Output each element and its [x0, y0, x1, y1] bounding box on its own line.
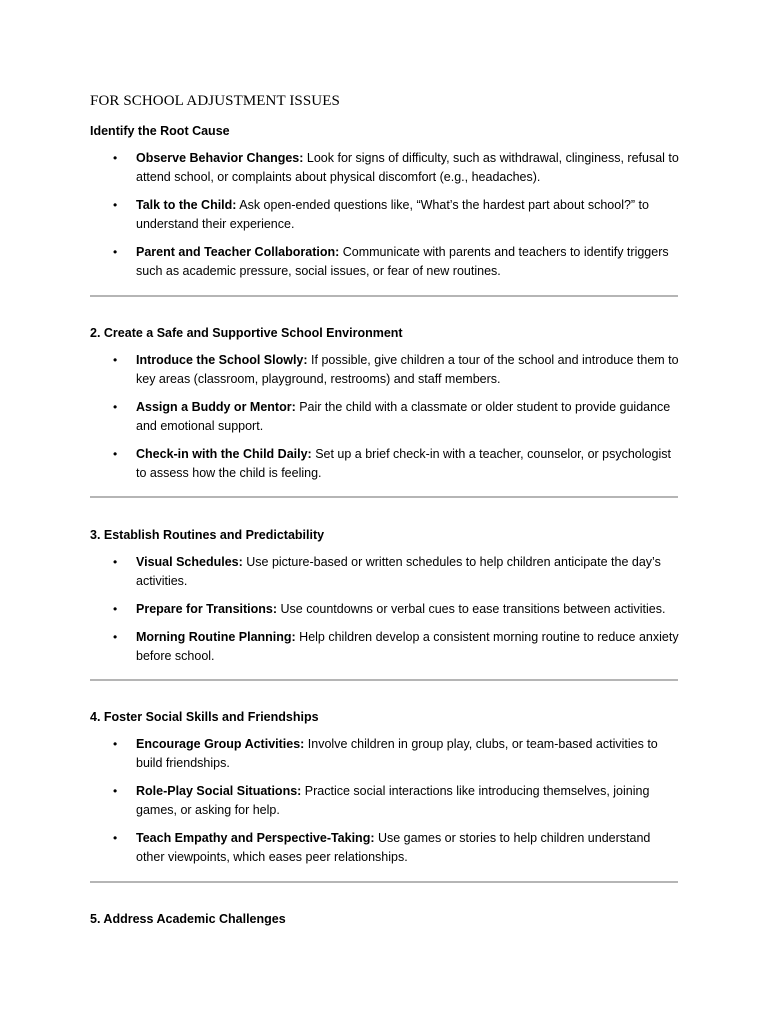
bullet-icon: • — [113, 400, 118, 414]
section-safe-environment — [90, 324, 680, 483]
bullet-icon: • — [113, 737, 118, 751]
section-divider — [90, 295, 678, 297]
section-divider — [90, 881, 678, 883]
section-heading: 4. Foster Social Skills and Friendships — [90, 710, 319, 724]
item-label: Introduce the School Slowly: — [136, 353, 308, 367]
item-text: Ask open-ended questions like, “What’s the hardest part about school?” to understand their experience. — [136, 198, 649, 231]
section-heading: 2. Create a Safe and Supportive School Environment — [90, 326, 403, 340]
bullet-icon: • — [113, 602, 118, 616]
document-title: FOR SCHOOL ADJUSTMENT ISSUES — [90, 93, 340, 109]
list-item — [90, 735, 680, 773]
item-text: Use picture-based or written schedules to help children anticipate the day’s activities. — [136, 555, 661, 588]
bullet-icon: • — [113, 784, 118, 798]
section-routines — [90, 526, 680, 666]
item-label: Observe Behavior Changes: — [136, 151, 304, 165]
bullet-icon: • — [113, 630, 118, 644]
list-item — [90, 196, 680, 234]
list-item — [90, 553, 680, 591]
item-label: Check-in with the Child Daily: — [136, 447, 312, 461]
bullet-list — [90, 351, 680, 483]
list-item — [90, 829, 680, 867]
item-label: Role-Play Social Situations: — [136, 784, 302, 798]
item-label: Teach Empathy and Perspective-Taking: — [136, 831, 375, 845]
bullet-icon: • — [113, 245, 118, 259]
bullet-icon: • — [113, 831, 118, 845]
item-label: Assign a Buddy or Mentor: — [136, 400, 296, 414]
item-label: Parent and Teacher Collaboration: — [136, 245, 340, 259]
item-text: If possible, give children a tour of the school and introduce them to key areas (classroom, playground, restrooms) and staff members. — [136, 353, 679, 386]
item-label: Visual Schedules: — [136, 555, 243, 569]
item-text: Help children develop a consistent morning routine to reduce anxiety before school. — [136, 630, 679, 663]
item-text: Practice social interactions like introducing themselves, joining games, or asking for help. — [136, 784, 650, 817]
section-heading: 3. Establish Routines and Predictability — [90, 528, 325, 542]
section-divider — [90, 679, 678, 681]
section-heading: 5. Address Academic Challenges — [90, 912, 286, 926]
list-item — [90, 149, 680, 187]
bullet-list — [90, 149, 680, 281]
item-label: Encourage Group Activities: — [136, 737, 305, 751]
bullet-icon: • — [113, 447, 118, 461]
list-item — [90, 351, 680, 389]
section-academic-challenges — [90, 910, 680, 928]
item-label: Morning Routine Planning: — [136, 630, 296, 644]
list-item — [90, 628, 680, 666]
item-text: Use games or stories to help children understand other viewpoints, which eases peer relationships. — [136, 831, 651, 864]
item-text: Set up a brief check-in with a teacher, counselor, or psychologist to assess how the child is feeling. — [136, 447, 671, 480]
bullet-icon: • — [113, 353, 118, 367]
bullet-icon: • — [113, 555, 118, 569]
bullet-icon: • — [113, 151, 118, 165]
item-text: Communicate with parents and teachers to identify triggers such as academic pressure, social issues, or fear of new routines. — [136, 245, 669, 278]
bullet-icon: • — [113, 198, 118, 212]
bullet-list — [90, 735, 680, 867]
item-text: Involve children in group play, clubs, or team-based activities to build friendships. — [136, 737, 658, 770]
list-item — [90, 782, 680, 820]
section-heading: Identify the Root Cause — [90, 124, 230, 138]
item-text: Look for signs of difficulty, such as withdrawal, clinginess, refusal to attend school, or complaints about physical discomfort (e.g., headaches). — [136, 151, 679, 184]
list-item — [90, 445, 680, 483]
section-social-skills — [90, 708, 680, 867]
item-label: Prepare for Transitions: — [136, 602, 278, 616]
item-text: Pair the child with a classmate or older student to provide guidance and emotional support. — [136, 400, 671, 433]
item-label: Talk to the Child: — [136, 198, 237, 212]
list-item — [90, 398, 680, 436]
section-divider — [90, 496, 678, 498]
bullet-list — [90, 553, 680, 666]
section-identify-root-cause — [90, 122, 680, 281]
list-item — [90, 243, 680, 281]
item-text: Use countdowns or verbal cues to ease transitions between activities. — [277, 602, 666, 616]
list-item — [90, 600, 680, 619]
